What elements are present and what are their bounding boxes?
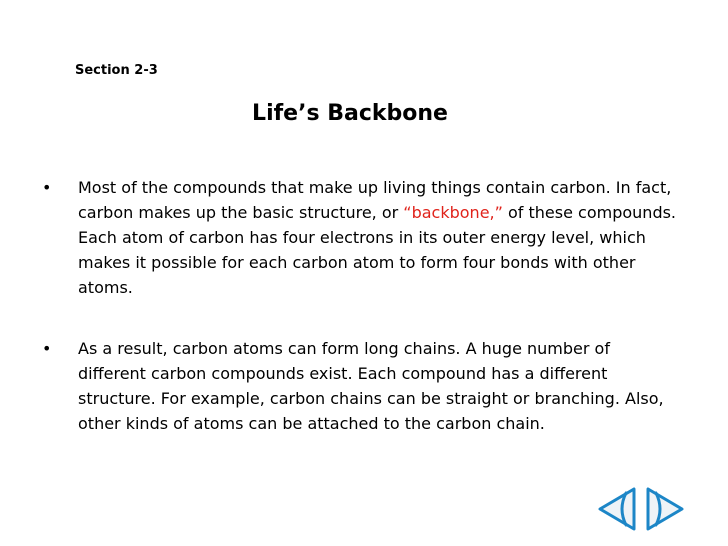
bullet-dot: • (42, 339, 52, 358)
backbone-highlight: “backbone,” (403, 203, 503, 222)
bullet-text-end: of these compounds. Each atom of carbon has four electrons in its outer energy level, which makes it possible for each carbon atom to form four bonds with other atoms. (78, 203, 677, 297)
previous-slide-button[interactable] (596, 485, 638, 533)
bullet-text (78, 175, 682, 300)
prev-arrow-icon (596, 485, 638, 533)
bullet-text: As a result, carbon atoms can form long chains. A huge number of different carbon compounds exist. Each compound has a different structure. For example, carbon chains can be straight or branching. Also, other kinds of atoms can be attached to the carbon chain. (78, 339, 664, 433)
bullet-dot: • (42, 178, 52, 197)
next-arrow-icon (644, 485, 686, 533)
section-label: Section 2-3 (75, 63, 158, 78)
bullet-item (42, 336, 682, 436)
slide-title: Life’s Backbone (252, 101, 448, 126)
bullet-item (42, 175, 682, 300)
next-slide-button[interactable] (644, 485, 686, 533)
bullet-text-start: Most of the compounds that make up living things contain carbon. In fact, carbon makes up the basic structure, or (78, 178, 672, 222)
